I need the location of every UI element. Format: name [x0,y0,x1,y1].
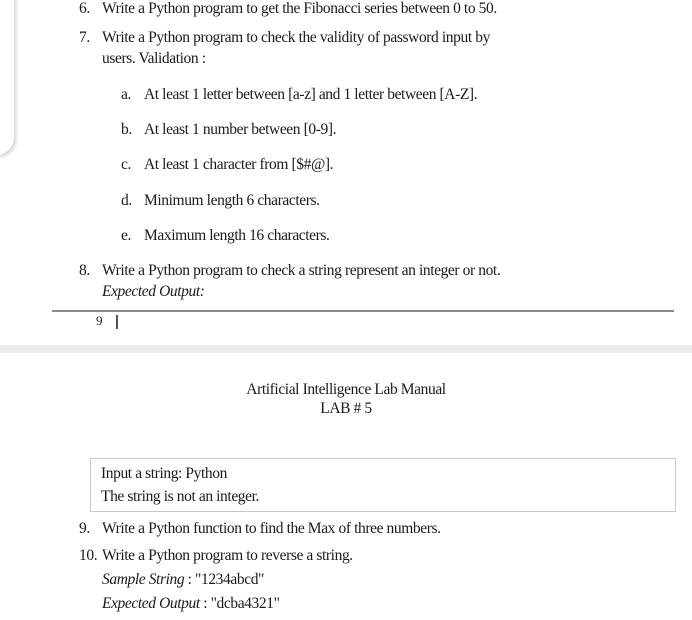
expected-output-line [102,595,280,613]
sub-item-text: At least 1 letter between [a-z] and 1 letter between [A-Z]. [144,86,478,103]
sub-item-label: e. [121,227,131,244]
header-lab-number: LAB # 5 [320,400,372,417]
question-8-text: Write a Python program to check a string represent an integer or not. [102,262,501,279]
question-7-number: 7. [79,29,90,46]
sample-string-label: Sample String [102,571,185,588]
question-10-text: Write a Python program to reverse a string. [102,547,353,564]
sub-item-text: At least 1 character from [$#@]. [144,156,334,173]
sample-string-value: : "1234abcd" [184,571,264,588]
sub-item-text: Minimum length 6 characters. [144,192,320,209]
expected-output-label: Expected Output [102,595,200,612]
question-6-text: Write a Python program to get the Fibonacci series between 0 to 50. [102,0,497,17]
page-number-divider [116,315,118,329]
question-8-number: 8. [79,262,90,279]
document-page-2 [0,353,692,620]
sample-output-box [90,458,676,512]
header-title: Artificial Intelligence Lab Manual [246,381,446,398]
sub-item-label: c. [121,156,131,173]
expected-output-value: : "dcba4321" [199,595,280,612]
page-number: 9 [96,313,103,328]
question-7-text-line1: Write a Python program to check the validity of password input by [102,29,490,46]
output-line-1: Input a string: Python [101,465,227,482]
sub-item-text: Maximum length 16 characters. [144,227,330,244]
question-10-number: 10. [79,547,98,564]
floating-panel-edge [0,0,14,155]
question-9-number: 9. [79,520,90,537]
sample-string-line [102,571,264,589]
sub-item-label: b. [121,121,132,138]
question-9-text: Write a Python function to find the Max of three numbers. [102,520,441,537]
sub-item-label: a. [121,86,131,103]
sub-item-label: d. [121,192,132,209]
footer-rule [52,310,674,312]
output-line-2: The string is not an integer. [101,488,260,505]
page-gap [0,345,692,353]
expected-output-label: Expected Output: [102,283,205,300]
sub-item-text: At least 1 number between [0-9]. [144,121,337,138]
question-7-text-line2: users. Validation : [102,50,206,67]
question-6-number: 6. [79,0,90,17]
